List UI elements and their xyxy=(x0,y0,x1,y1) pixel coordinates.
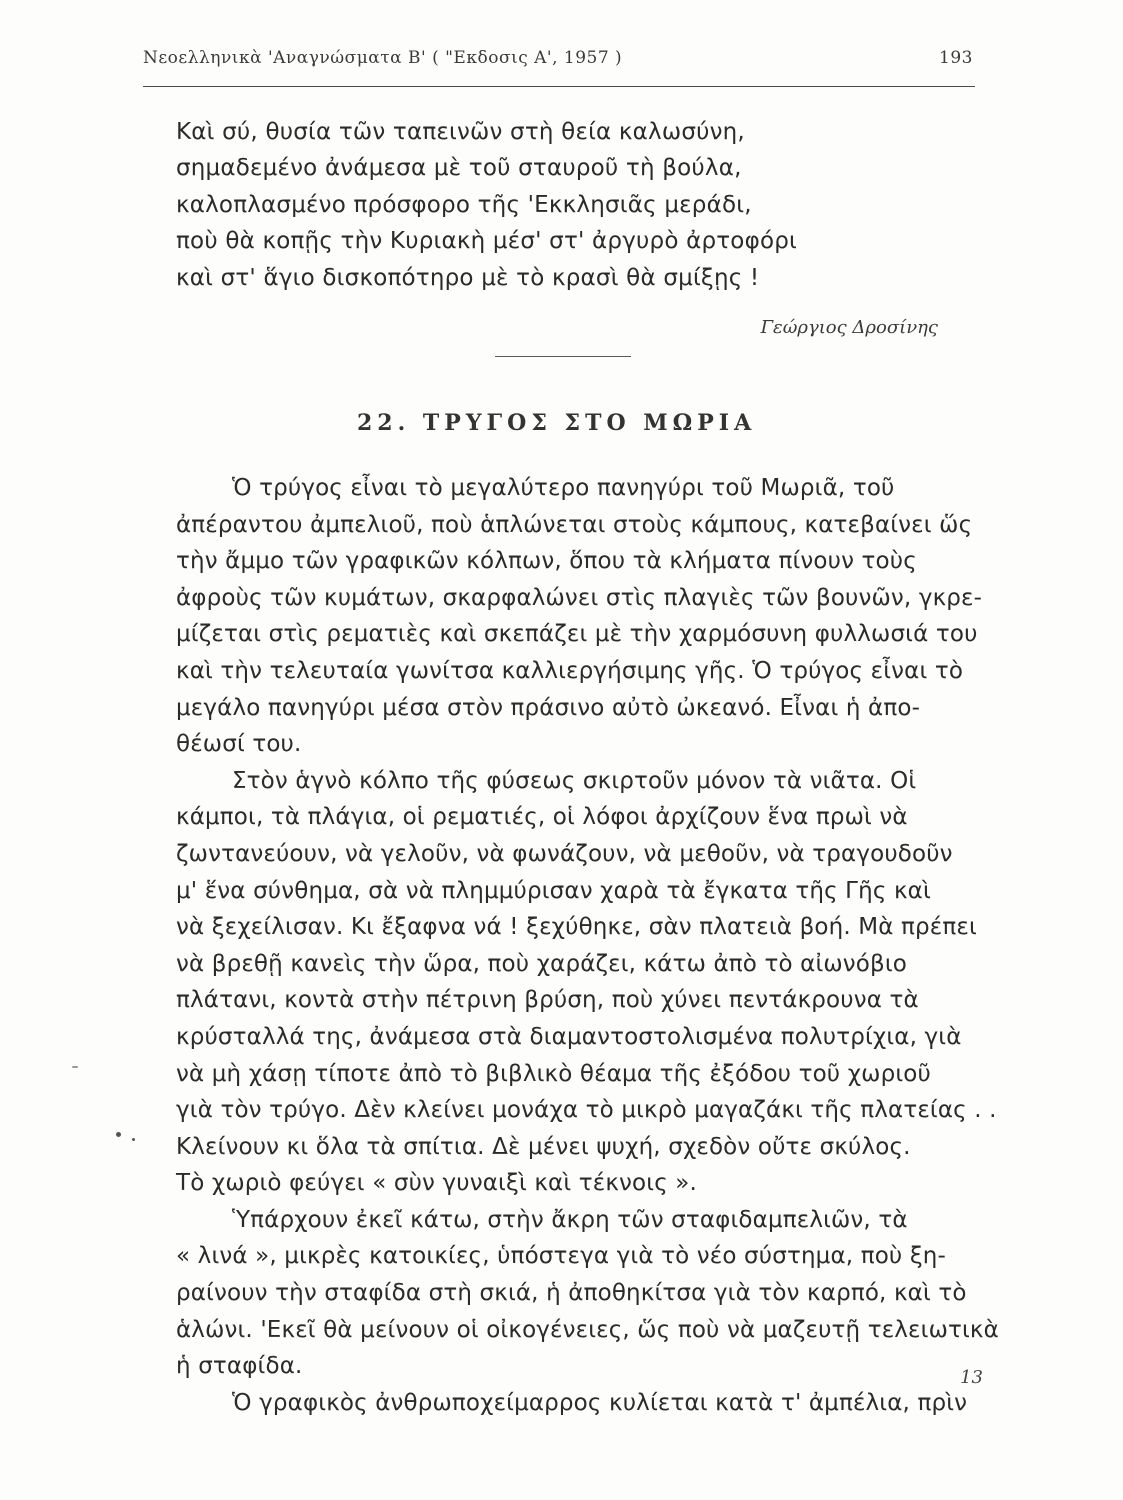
body-line: Ὑπάρχουν ἐκεῖ κάτω, στὴν ἄκρη τῶν σταφιδαμπελιῶν, τὰ xyxy=(232,1206,908,1233)
printer-signature: 13 xyxy=(960,1367,983,1388)
poem-line: ποὺ θὰ κοπῇς τὴν Κυριακὴ μέσ' στ' ἀργυρὸ ἀρτοφόρι xyxy=(176,228,798,255)
body-line: θέωσί του. xyxy=(176,731,302,758)
body-line: πλάτανι, κοντὰ στὴν πέτρινη βρύση, ποὺ χύνει πεντάκρουνα τὰ xyxy=(176,987,919,1014)
body-line: ἡ σταφίδα. xyxy=(176,1353,303,1380)
body-line: Στὸν ἁγνὸ κόλπο τῆς φύσεως σκιρτοῦν μόνον τὰ νιᾶτα. Οἱ xyxy=(232,767,917,794)
body-line: νὰ ξεχείλισαν. Κι ἔξαφνα νά ! ξεχύθηκε, σὰν πλατειὰ βοή. Μὰ πρέπει xyxy=(176,914,977,941)
body-line: κρύσταλλά της, ἀνάμεσα στὰ διαμαντοστολισμένα πολυτρίχια, γιὰ xyxy=(176,1023,962,1050)
body-line: Κλείνουν κι ὅλα τὰ σπίτια. Δὲ μένει ψυχή, σχεδὸν οὔτε σκύλος. xyxy=(176,1133,911,1160)
body-line: Ὁ γραφικὸς ἀνθρωποχείμαρρος κυλίεται κατὰ τ' ἀμπέλια, πρὶν xyxy=(232,1389,968,1416)
body-line: νὰ βρεθῇ κανεὶς τὴν ὥρα, ποὺ χαράζει, κάτω ἀπὸ τὸ αἰωνόβιο xyxy=(176,950,908,977)
body-line: κάμποι, τὰ πλάγια, οἱ ρεματιές, οἱ λόφοι ἀρχίζουν ἕνα πρωὶ νὰ xyxy=(176,804,908,831)
page-number: 193 xyxy=(939,48,973,68)
body-line: ζωντανεύουν, νὰ γελοῦν, νὰ φωνάζουν, νὰ μεθοῦν, νὰ τραγουδοῦν xyxy=(176,840,953,867)
poem-stanza xyxy=(176,114,966,296)
body-line: Ὁ τρύγος εἶναι τὸ μεγαλύτερο πανηγύρι τοῦ Μωριᾶ, τοῦ xyxy=(232,475,895,501)
chapter-title: 22. ΤΡΥΓΟΣ ΣΤΟ ΜΩΡΙΑ xyxy=(357,410,757,436)
poem-line: καὶ στ' ἅγιο δισκοπότηρο μὲ τὸ κρασὶ θὰ σμίξῃς ! xyxy=(176,264,760,291)
poem-line: σημαδεμένο ἀνάμεσα μὲ τοῦ σταυροῦ τὴ βούλα, xyxy=(176,155,742,182)
running-head-title: Νεοελληνικὰ 'Αναγνώσματα Β' ( "Εκδοσις Α', 1957 ) xyxy=(143,48,623,68)
body-line: γιὰ τὸν τρύγο. Δὲν κλείνει μονάχα τὸ μικρὸ μαγαζάκι τῆς πλατείας . . xyxy=(176,1097,997,1124)
chapter-body xyxy=(176,470,999,1421)
scan-speck xyxy=(116,1132,121,1137)
body-line: μ' ἕνα σύνθημα, σὰ νὰ πλημμύρισαν χαρὰ τὰ ἔγκατα τῆς Γῆς καὶ xyxy=(176,877,931,904)
poem-author: Γεώργιος Δροσίνης xyxy=(760,317,938,338)
scan-speck xyxy=(72,1066,78,1068)
body-line: ἀπέραντου ἀμπελιοῦ, ποὺ ἁπλώνεται στοὺς κάμπους, κατεβαίνει ὥς xyxy=(176,511,973,538)
body-line: τὴν ἄμμο τῶν γραφικῶν κόλπων, ὅπου τὰ κλήματα πίνουν τοὺς xyxy=(176,548,917,575)
body-line: ραίνουν τὴν σταφίδα στὴ σκιά, ἡ ἀποθηκίτσα γιὰ τὸν καρπό, καὶ τὸ xyxy=(176,1280,967,1307)
body-line: Τὸ χωριὸ φεύγει « σὺν γυναιξὶ καὶ τέκνοις ». xyxy=(176,1170,697,1197)
body-line: νὰ μὴ χάσῃ τίποτε ἀπὸ τὸ βιβλικὸ θέαμα τῆς ἐξόδου τοῦ χωριοῦ xyxy=(176,1060,931,1087)
body-line: ἀφροὺς τῶν κυμάτων, σκαρφαλώνει στὶς πλαγιὲς τῶν βουνῶν, γκρε- xyxy=(176,584,983,611)
running-head xyxy=(143,46,973,76)
body-line: μεγάλο πανηγύρι μέσα στὸν πράσινο αὐτὸ ὠκεανό. Εἶναι ἡ ἀπο- xyxy=(176,694,921,721)
section-separator xyxy=(495,356,631,357)
header-rule xyxy=(143,86,975,87)
poem-line: Καὶ σύ, θυσία τῶν ταπεινῶν στὴ θεία καλωσύνη, xyxy=(176,119,745,145)
body-line: ἁλώνι. 'Εκεῖ θὰ μείνουν οἱ οἰκογένειες, ὥς ποὺ νὰ μαζευτῇ τελειωτικὰ xyxy=(176,1316,999,1343)
body-line: « λινά », μικρὲς κατοικίες, ὑπόστεγα γιὰ τὸ νέο σύστημα, ποὺ ξη- xyxy=(176,1243,946,1270)
body-line: μίζεται στὶς ρεματιὲς καὶ σκεπάζει μὲ τὴν χαρμόσυνη φυλλωσιά του xyxy=(176,621,978,648)
body-line: καὶ τὴν τελευταία γωνίτσα καλλιεργήσιμης γῆς. Ὁ τρύγος εἶναι τὸ xyxy=(176,657,964,684)
poem-line: καλοπλασμένο πρόσφορο τῆς 'Εκκλησιᾶς μεράδι, xyxy=(176,191,752,218)
scan-speck xyxy=(132,1138,135,1141)
